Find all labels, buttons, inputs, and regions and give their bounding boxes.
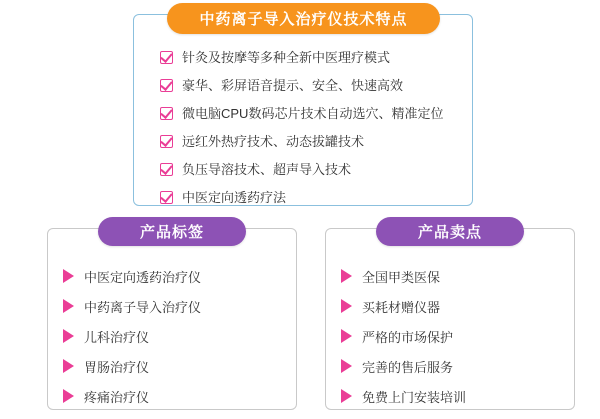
- list-item-label: 全国甲类医保: [362, 269, 441, 285]
- check-icon: [160, 51, 173, 64]
- list-item-label: 完善的售后服务: [362, 359, 454, 375]
- list-item-label: 豪华、彩屏语音提示、安全、快速高效: [182, 78, 404, 93]
- check-icon: [160, 191, 173, 204]
- tech-features-list: [160, 48, 460, 216]
- list-item-label: 疼痛治疗仪: [84, 389, 150, 405]
- list-item-label: 中药离子导入治疗仪: [84, 299, 202, 315]
- selling-points-title: 产品卖点: [376, 217, 524, 246]
- list-item-label: 买耗材赠仪器: [362, 299, 441, 315]
- arrow-icon: [63, 389, 74, 403]
- tech-features-title: 中药离子导入治疗仪技术特点: [167, 3, 440, 34]
- list-item-label: 严格的市场保护: [362, 329, 454, 345]
- list-item: [160, 132, 460, 158]
- arrow-icon: [63, 329, 74, 343]
- list-item-label: 中医定向透药治疗仪: [84, 269, 202, 285]
- check-icon: [160, 79, 173, 92]
- list-item: [160, 76, 460, 102]
- list-item: [341, 352, 571, 380]
- check-icon: [160, 163, 173, 176]
- list-item: [160, 48, 460, 74]
- list-item: [63, 382, 293, 410]
- list-item: [63, 262, 293, 290]
- arrow-icon: [341, 269, 352, 283]
- arrow-icon: [341, 299, 352, 313]
- list-item: [160, 160, 460, 186]
- arrow-icon: [341, 389, 352, 403]
- arrow-icon: [63, 359, 74, 373]
- list-item-label: 中医定向透药疗法: [182, 190, 287, 205]
- list-item-label: 儿科治疗仪: [84, 329, 150, 345]
- list-item: [341, 292, 571, 320]
- list-item: [63, 292, 293, 320]
- list-item: [160, 188, 460, 214]
- check-icon: [160, 135, 173, 148]
- list-item-label: 针灸及按摩等多种全新中医理疗模式: [182, 50, 391, 65]
- list-item: [341, 262, 571, 290]
- arrow-icon: [63, 299, 74, 313]
- product-tags-list: [63, 262, 293, 412]
- product-tags-title: 产品标签: [98, 217, 246, 246]
- selling-points-list: [341, 262, 571, 412]
- check-icon: [160, 107, 173, 120]
- arrow-icon: [341, 329, 352, 343]
- list-item: [160, 104, 460, 130]
- arrow-icon: [341, 359, 352, 373]
- list-item: [63, 352, 293, 380]
- list-item-label: 负压导溶技术、超声导入技术: [182, 162, 352, 177]
- list-item: [341, 322, 571, 350]
- list-item-label: 免费上门安装培训: [362, 389, 467, 405]
- list-item: [341, 382, 571, 410]
- list-item-label: 远红外热疗技术、动态拔罐技术: [182, 134, 365, 149]
- arrow-icon: [63, 269, 74, 283]
- list-item-label: 胃肠治疗仪: [84, 359, 150, 375]
- list-item-label: 微电脑CPU数码芯片技术自动选穴、精准定位: [182, 106, 444, 121]
- list-item: [63, 322, 293, 350]
